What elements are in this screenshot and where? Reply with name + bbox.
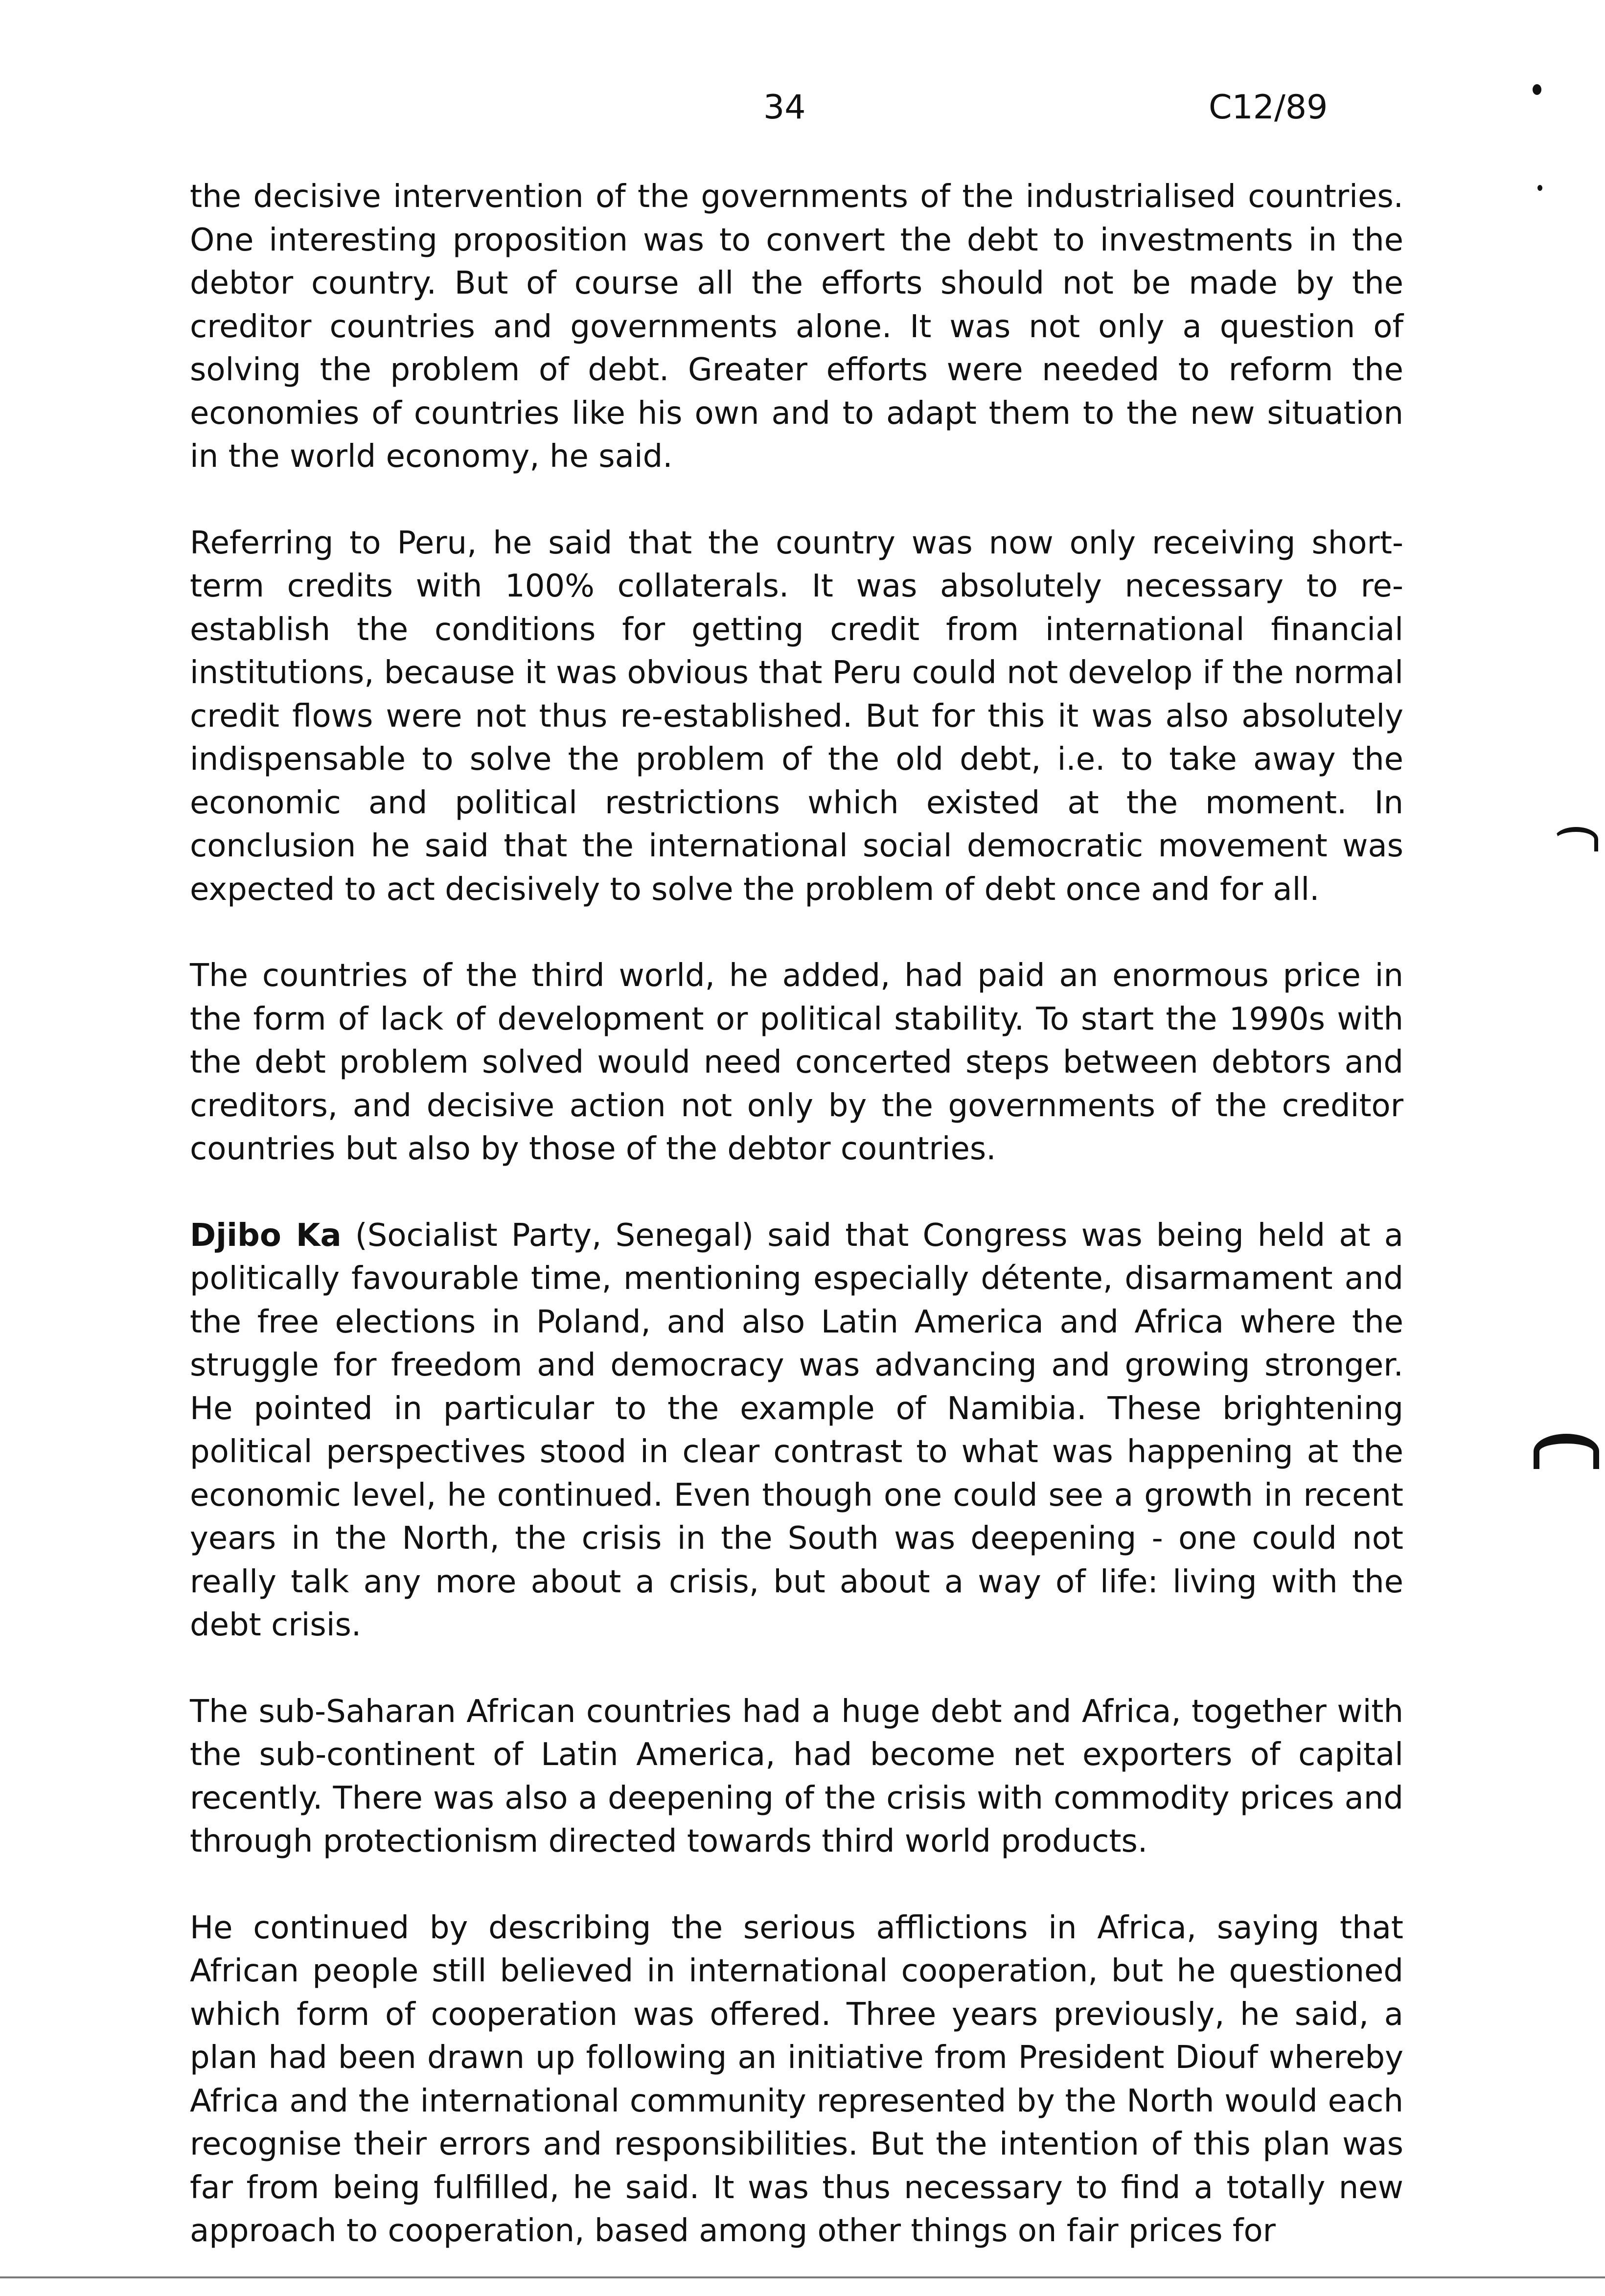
page-header	[0, 88, 1605, 132]
paragraph-text: He continued by describing the serious afflictions in Africa, saying that African people still believed in international cooperation, but he questioned which form of cooperation was offered. Three years previously, he said, a plan had been drawn up following an initiative from President Diouf whereby Africa and the international community represented by the North would each recognise their errors and responsibilities. But the intention of this plan was far from being fulfilled, he said. It was thus necessary to find a totally new approach to cooperation, based among other things on fair prices for	[190, 1909, 1403, 2249]
bottom-edge-line	[0, 2276, 1605, 2278]
paragraph-text: The countries of the third world, he added, had paid an enormous price in the form of lack of development or political stability. To start the 1990s with the debt problem solved would need concerted steps between debtors and creditors, and decisive action not only by the governments of the creditor countries but also by those of the debtor countries.	[190, 958, 1403, 1167]
paragraph	[190, 522, 1403, 912]
scan-speck	[1537, 185, 1542, 191]
binding-hole-mark	[1534, 1434, 1599, 1469]
paragraph-text: The sub-Saharan African countries had a huge debt and Africa, together with the sub-continent of Latin America, had become net exporters of capital recently. There was also a deepening of the crisis with commodity prices and through protectionism directed towards third world products.	[190, 1693, 1403, 1860]
binding-hole-mark	[1554, 827, 1598, 851]
paragraph	[190, 1906, 1403, 2253]
paragraph	[190, 175, 1403, 479]
paragraph	[190, 1690, 1403, 1863]
document-body	[190, 175, 1403, 2296]
paragraph-text: the decisive intervention of the governments of the industrialised countries. One interesting proposition was to convert the debt to investments in the debtor country. But of course all the efforts should not be made by the creditor countries and governments alone. It was not only a question of solving the problem of debt. Greater efforts were needed to reform the economies of countries like his own and to adapt them to the new situation in the world economy, he said.	[190, 179, 1403, 475]
speaker-name: Djibo Ka	[190, 1217, 342, 1254]
page-number: 34	[763, 88, 806, 127]
paragraph	[190, 954, 1403, 1171]
document-reference: C12/89	[1209, 88, 1328, 127]
paragraph-text: (Socialist Party, Senegal) said that Congress was being held at a politically favourable time, mentioning especially détente, disarmament and the free elections in Poland, and also Latin America and Africa where the struggle for freedom and democracy was advancing and growing stronger. He pointed in particular to the example of Namibia. These brightening political perspectives stood in clear contrast to what was happening at the economic level, he continued. Even though one could see a growth in recent years in the North, the crisis in the South was deepening - one could not really talk any more about a crisis, but about a way of life: living with the debt crisis.	[190, 1217, 1404, 1643]
scan-speck	[1533, 84, 1541, 95]
paragraph	[190, 1214, 1403, 1647]
paragraph-text: Referring to Peru, he said that the country was now only receiving short-term credits with 100% collaterals. It was absolutely necessary to re-establish the conditions for getting credit from international financial institutions, because it was obvious that Peru could not develop if the normal credit flows were not thus re-established. But for this it was also absolutely indispensable to solve the problem of the old debt, i.e. to take away the economic and political restrictions which existed at the moment. In conclusion he said that the international social democratic movement was expected to act decisively to solve the problem of debt once and for all.	[190, 525, 1403, 908]
